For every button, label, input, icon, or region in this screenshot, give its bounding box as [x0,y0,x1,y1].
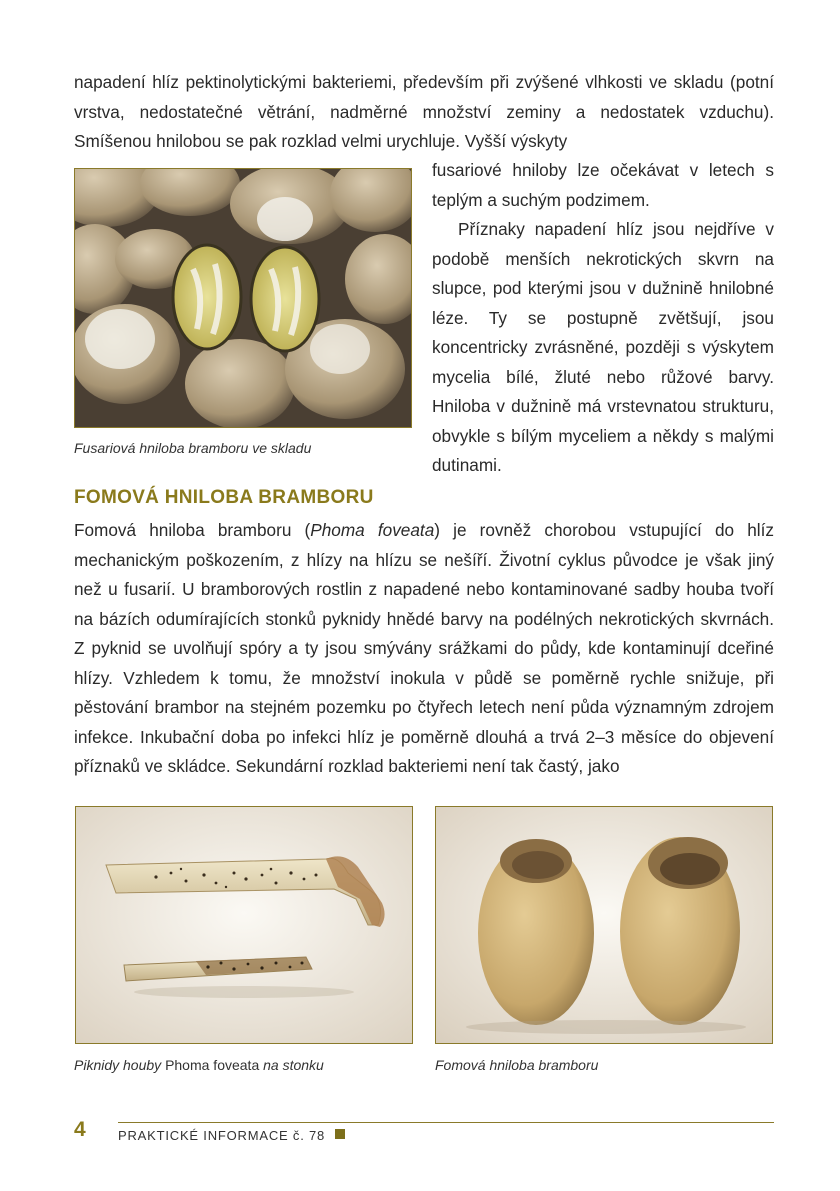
footer-publication: PRAKTICKÉ INFORMACE č. 78 [118,1128,326,1143]
stem-pycnidia-illustration [76,807,412,1043]
side-paragraph-1: fusariové hniloby lze očekávat v letech s teplým a suchým podzimem. [432,160,774,210]
caption-2-tail: na stonku [259,1057,324,1073]
caption-2-lead: Piknidy houby [74,1057,166,1073]
page-number: 4 [74,1118,86,1141]
fusarium-photo-caption: Fusariová hniloba bramboru ve skladu [74,440,312,456]
stem-pycnidia-photo [75,806,413,1044]
phoma-tubers-illustration [436,807,772,1043]
side-paragraph-2: Příznaky napadení hlíz jsou nejdříve v podobě menších nekrotických skvrn na slupce, pod kterými jsou v dužnině hnilobné léze. Ty se postupně zvětšují, jsou koncentricky zvrásněné, později s výskytem mycelia bílé, žluté nebo růžové barvy. Hniloba v dužnině má vrstevnatou strukturu, obvykle s bílým myceliem a někdy s malými dutinami. [432,219,774,475]
section-paragraph [74,516,774,782]
footer-rule [118,1122,774,1123]
species-name: Phoma foveata [310,520,435,540]
phoma-tubers-photo [435,806,773,1044]
fusarium-rot-photo [74,168,412,428]
intro-paragraph: napadení hlíz pektinolytickými bakteriemi, především při zvýšené vlhkosti ve skladu (potní vrstva, nedostatečné větrání, nadměrné množství zeminy a nedostatek vzduchu). Smíšenou hnilobou se pak rozklad velmi urychluje. Vyšší výskyty [74,72,774,151]
tubers-photo-caption: Fomová hniloba bramboru [435,1057,599,1073]
section-text-rest: ) je rovněž chorobou vstupující do hlíz mechanickým poškozením, z hlízy na hlízu se nešíří. Životní cyklus původce je však jiný než u fusarií. U bramborových rostlin z napadené nebo kontaminované sadby houba tvoří na bázích odumírajících stonků pyknidy hnědé barvy na podélných nekrotických skvrnách. Z pyknid se uvolňují spóry a ty jsou smývány srážkami do půdy, kde kontaminují dceřiné hlízy. Vzhledem k tomu, že množství inokula v půdě se poměrně rychle snižuje, při pěstování brambor na stejném pozemku po čtyřech letech není půda významným zdrojem infekce. Inkubační doba po infekci hlíz je poměrně dlouhá a trvá 2–3 měsíce do objevení příznaků ve skládce. Sekundární rozklad bakteriemi není tak častý, jako [74,520,774,776]
caption-2-species: Phoma foveata [165,1057,260,1073]
section-text-lead: Fomová hniloba bramboru ( [74,520,311,540]
section-heading: FOMOVÁ HNILOBA BRAMBORU [74,487,374,508]
stem-photo-caption [74,1057,324,1073]
fusarium-rot-illustration [75,169,411,427]
footer-square-icon [335,1129,345,1139]
